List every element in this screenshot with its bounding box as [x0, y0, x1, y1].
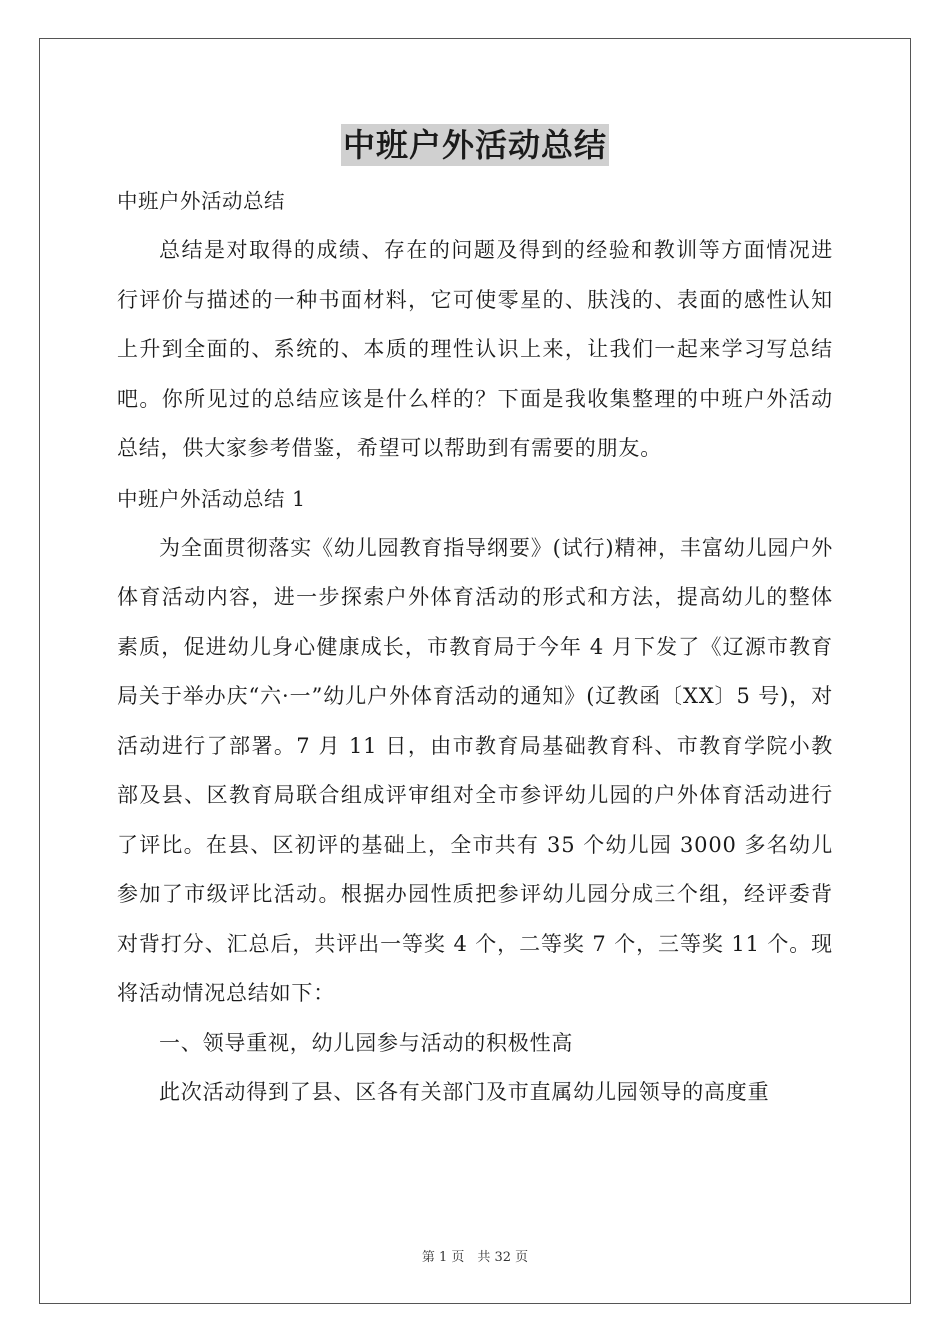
document-title: 中班户外活动总结 [342, 126, 607, 164]
subsection-heading-1: 一、领导重视，幼儿园参与活动的积极性高 [159, 1030, 574, 1055]
section-heading-1: 中班户外活动总结 1 [117, 486, 306, 511]
main-heading: 中班户外活动总结 [117, 189, 285, 213]
intro-paragraph: 总结是对取得的成绩、存在的问题及得到的经验和教训等方面情况进行评价与描述的一种书面材料，它可使零星的、肤浅的、表面的感性认知上升到全面的、系统的、本质的理性认识上来，让我们一起来学习写总结吧。你所见过的总结应该是什么样的？下面是我收集整理的中班户外活动总结，供大家参考借鉴，希望可以帮助到有需要的朋友。 [117, 238, 833, 460]
document-body [117, 124, 833, 1118]
subsection-1-paragraph: 此次活动得到了县、区各有关部门及市直属幼儿园领导的高度重 [159, 1080, 770, 1104]
page-footer: 第 1 页 共 32 页 [421, 1250, 529, 1265]
title-container [117, 124, 833, 170]
section-1-paragraph: 为全面贯彻落实《幼儿园教育指导纲要》(试行)精神，丰富幼儿园户外体育活动内容，进一步探索户外体育活动的形式和方法，提高幼儿的整体素质，促进幼儿身心健康成长，市教育局于今年 4 月下发了《辽源市教育局关于举办庆“六·一”幼儿户外体育活动的通知》(辽教函〔XX〕5 号)，对活动进行了部署。7 月 11 日，由市教育局基础教育科、市教育学院小教部及县、区教育局联合组成评审组对全市参评幼儿园的户外体育活动进行了评比。在县、区初评的基础上，全市共有 35 个幼儿园 3000 多名幼儿参加了市级评比活动。根据办园性质把参评幼儿园分成三个组，经评委背对背打分、汇总后，共评出一等奖 4 个，二等奖 7 个，三等奖 11 个。现将活动情况总结如下： [117, 535, 833, 1005]
